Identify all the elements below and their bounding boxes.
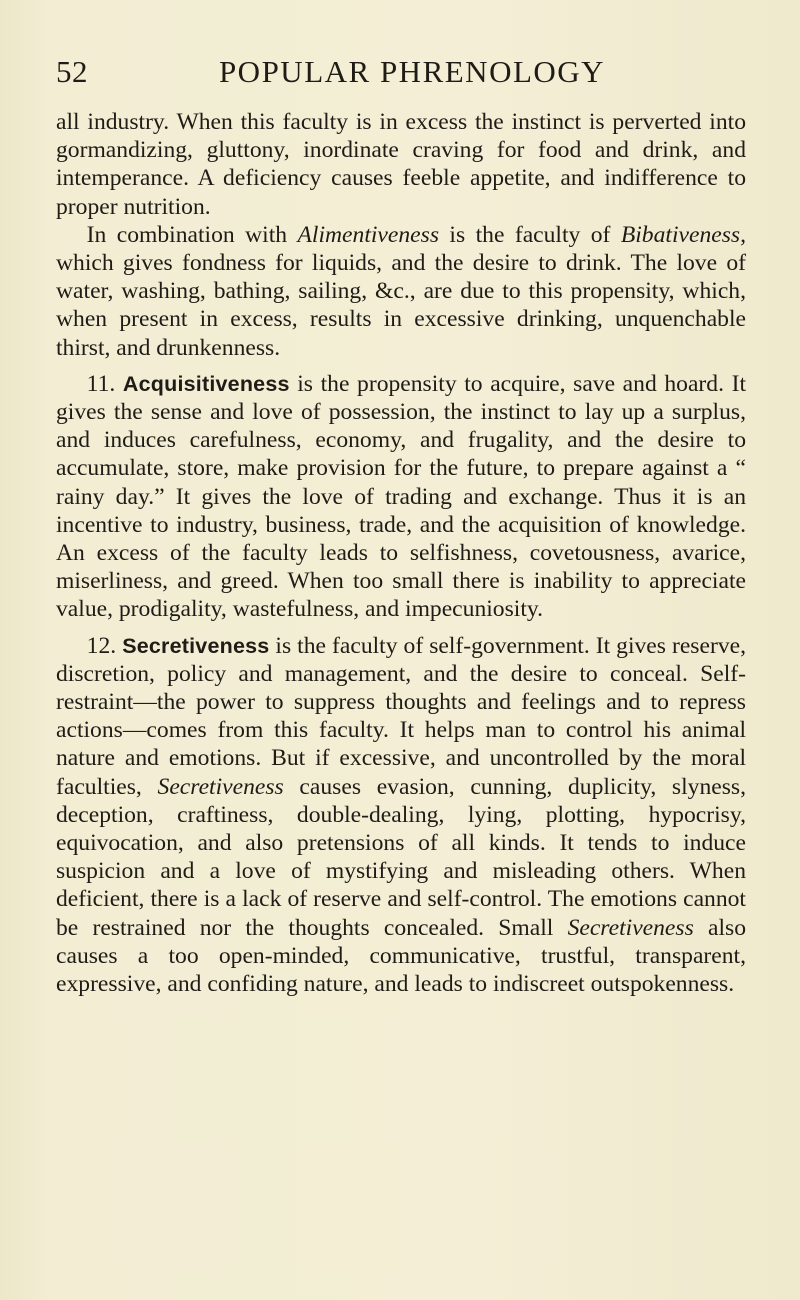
page-number: 52 (56, 54, 88, 89)
term-alimentiveness: Alimentiveness (297, 221, 440, 248)
text-run: is the propensity to acquire, save and hoard. It gives the sense and love of possession, the instinct to lay up a surplus, and induces carefulness, economy, and frugality, and the desire to accumulate, store, make provision for the future, to prepare against a “ rainy day.” It gives the love of trading and exchange. Thus it is an incentive to industry, business, trade, and the acquisition of knowledge. An excess of the faculty leads to selfishness, covetousness, avarice, miserliness, and greed. When too small there is inability to appreciate value, prodigality, wastefulness, and impecuniosity. (56, 370, 746, 623)
term-acquisitiveness: Acquisitiveness (122, 371, 290, 396)
term-secretiveness-italic: Secretiveness (567, 914, 694, 941)
paragraph-appetite (56, 108, 746, 221)
text-run: is the faculty of (439, 221, 621, 248)
text-run: causes evasion, cunning, duplicity, slyness, deception, craftiness, double-dealing, lying, plotting, hypocrisy, equivocation, and also pretensions of all kinds. It tends to induce suspicion and a love of mystifying and misleading others. When deficient, there is a lack of reserve and self-control. The emotions cannot be restrained nor the thoughts concealed. Small (56, 773, 746, 941)
paragraph-bibativeness (56, 221, 746, 362)
text-run: also causes a too open-minded, communicative, trustful, transparent, expressive, and confiding nature, and leads to indiscreet outspokenness. (56, 914, 746, 998)
running-title: POPULAR PHRENOLOGY (218, 54, 606, 89)
term-secretiveness: Secretiveness (122, 633, 270, 658)
text-run: In combination with (86, 221, 298, 248)
paragraph-secretiveness (56, 632, 746, 999)
paragraph-text: all industry. When this faculty is in excess the instinct is perverted into gormandizing, gluttony, inordinate craving for food and drink, and intemperance. A deficiency causes feeble appetite, and indifference to proper nutrition. (56, 109, 746, 220)
term-bibativeness: Bibativeness, (620, 221, 746, 248)
term-secretiveness-italic: Secretiveness (157, 773, 284, 800)
text-run: is the faculty of self-government. It gives reserve, discretion, policy and management, and the desire to conceal. Self-restraint—the power to suppress thoughts and feelings and to repress actions—comes from this faculty. It helps man to control his animal nature and emotions. But if excessive, and uncontrolled by the moral faculties, (56, 632, 746, 800)
paragraph-acquisitiveness (56, 370, 746, 624)
section-number: 11. (86, 370, 116, 397)
section-number: 12. (86, 632, 117, 659)
body-text (56, 108, 746, 998)
text-run: which gives fondness for liquids, and the desire to drink. The love of water, washing, bathing, sailing, &c., are due to this propensity, which, when present in excess, results in excessive drinking, unquenchable thirst, and drunkenness. (56, 250, 746, 361)
